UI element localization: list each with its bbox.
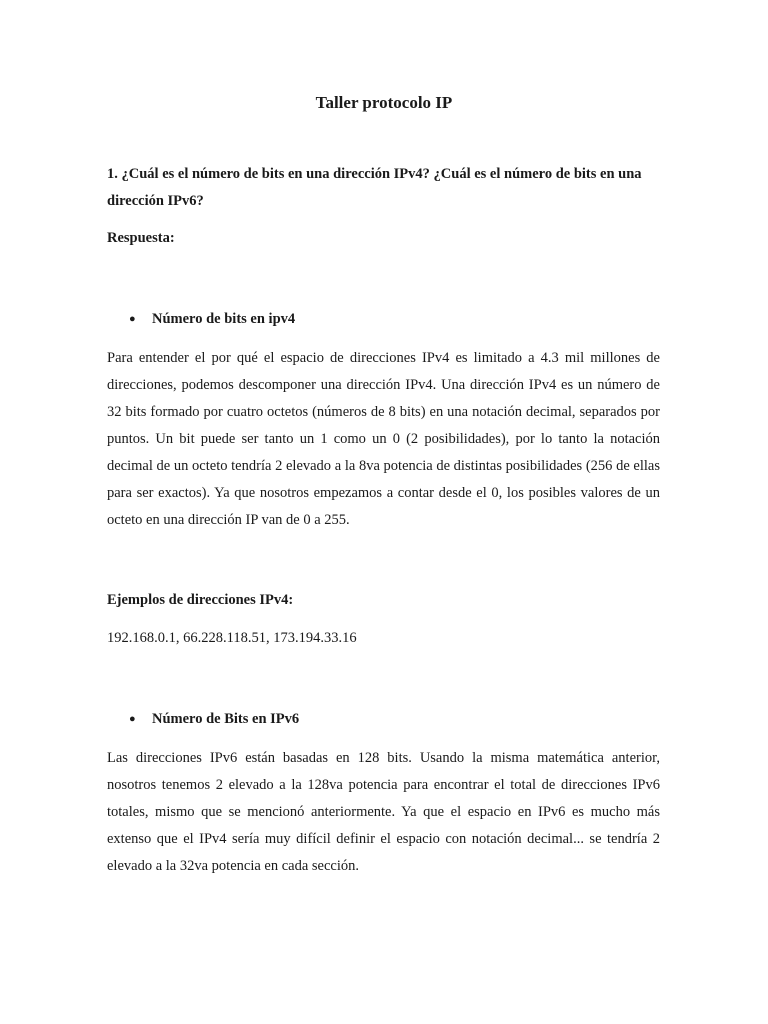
bullet-icon: ● xyxy=(129,713,136,725)
answer-label: Respuesta: xyxy=(107,230,175,246)
section-heading-ipv6 xyxy=(129,709,299,729)
section-heading-ipv6-label: Número de Bits en IPv6 xyxy=(152,711,300,727)
section-heading-ipv4-label: Número de bits en ipv4 xyxy=(152,311,296,327)
examples-values: 192.168.0.1, 66.228.118.51, 173.194.33.16 xyxy=(107,630,357,646)
ipv6-paragraph: Las direcciones IPv6 están basadas en 128 bits. Usando la misma matemática anterior, nosotros tenemos 2 elevado a la 128va potencia para encontrar el total de direcciones IPv6 totales, mismo que se mencionó anteriormente. Ya que el espacio en IPv6 es mucho más extenso que el IPv4 sería muy difícil definir el espacio con notación decimal... se tendría 2 elevado a la 32va potencia en cada sección. xyxy=(107,750,660,874)
section-heading-ipv4 xyxy=(129,309,295,329)
document-title: Taller protocolo IP xyxy=(315,93,453,112)
question-text: 1. ¿Cuál es el número de bits en una dirección IPv4? ¿Cuál es el número de bits en una dirección IPv6? xyxy=(107,166,642,209)
examples-heading: Ejemplos de direcciones IPv4: xyxy=(107,592,294,608)
bullet-icon: ● xyxy=(129,313,136,325)
ipv4-paragraph: Para entender el por qué el espacio de direcciones IPv4 es limitado a 4.3 mil millones de direcciones, podemos descomponer una dirección IPv4. Una dirección IPv4 es un número de 32 bits formado por cuatro octetos (números de 8 bits) en una notación decimal, separados por puntos. Un bit puede ser tanto un 1 como un 0 (2 posibilidades), por lo tanto la notación decimal de un octeto tendría 2 elevado a la 8va potencia de distintas posibilidades (256 de ellas para ser exactos). Ya que nosotros empezamos a contar desde el 0, los posibles valores de un octeto en una dirección IP van de 0 a 255. xyxy=(107,350,660,528)
